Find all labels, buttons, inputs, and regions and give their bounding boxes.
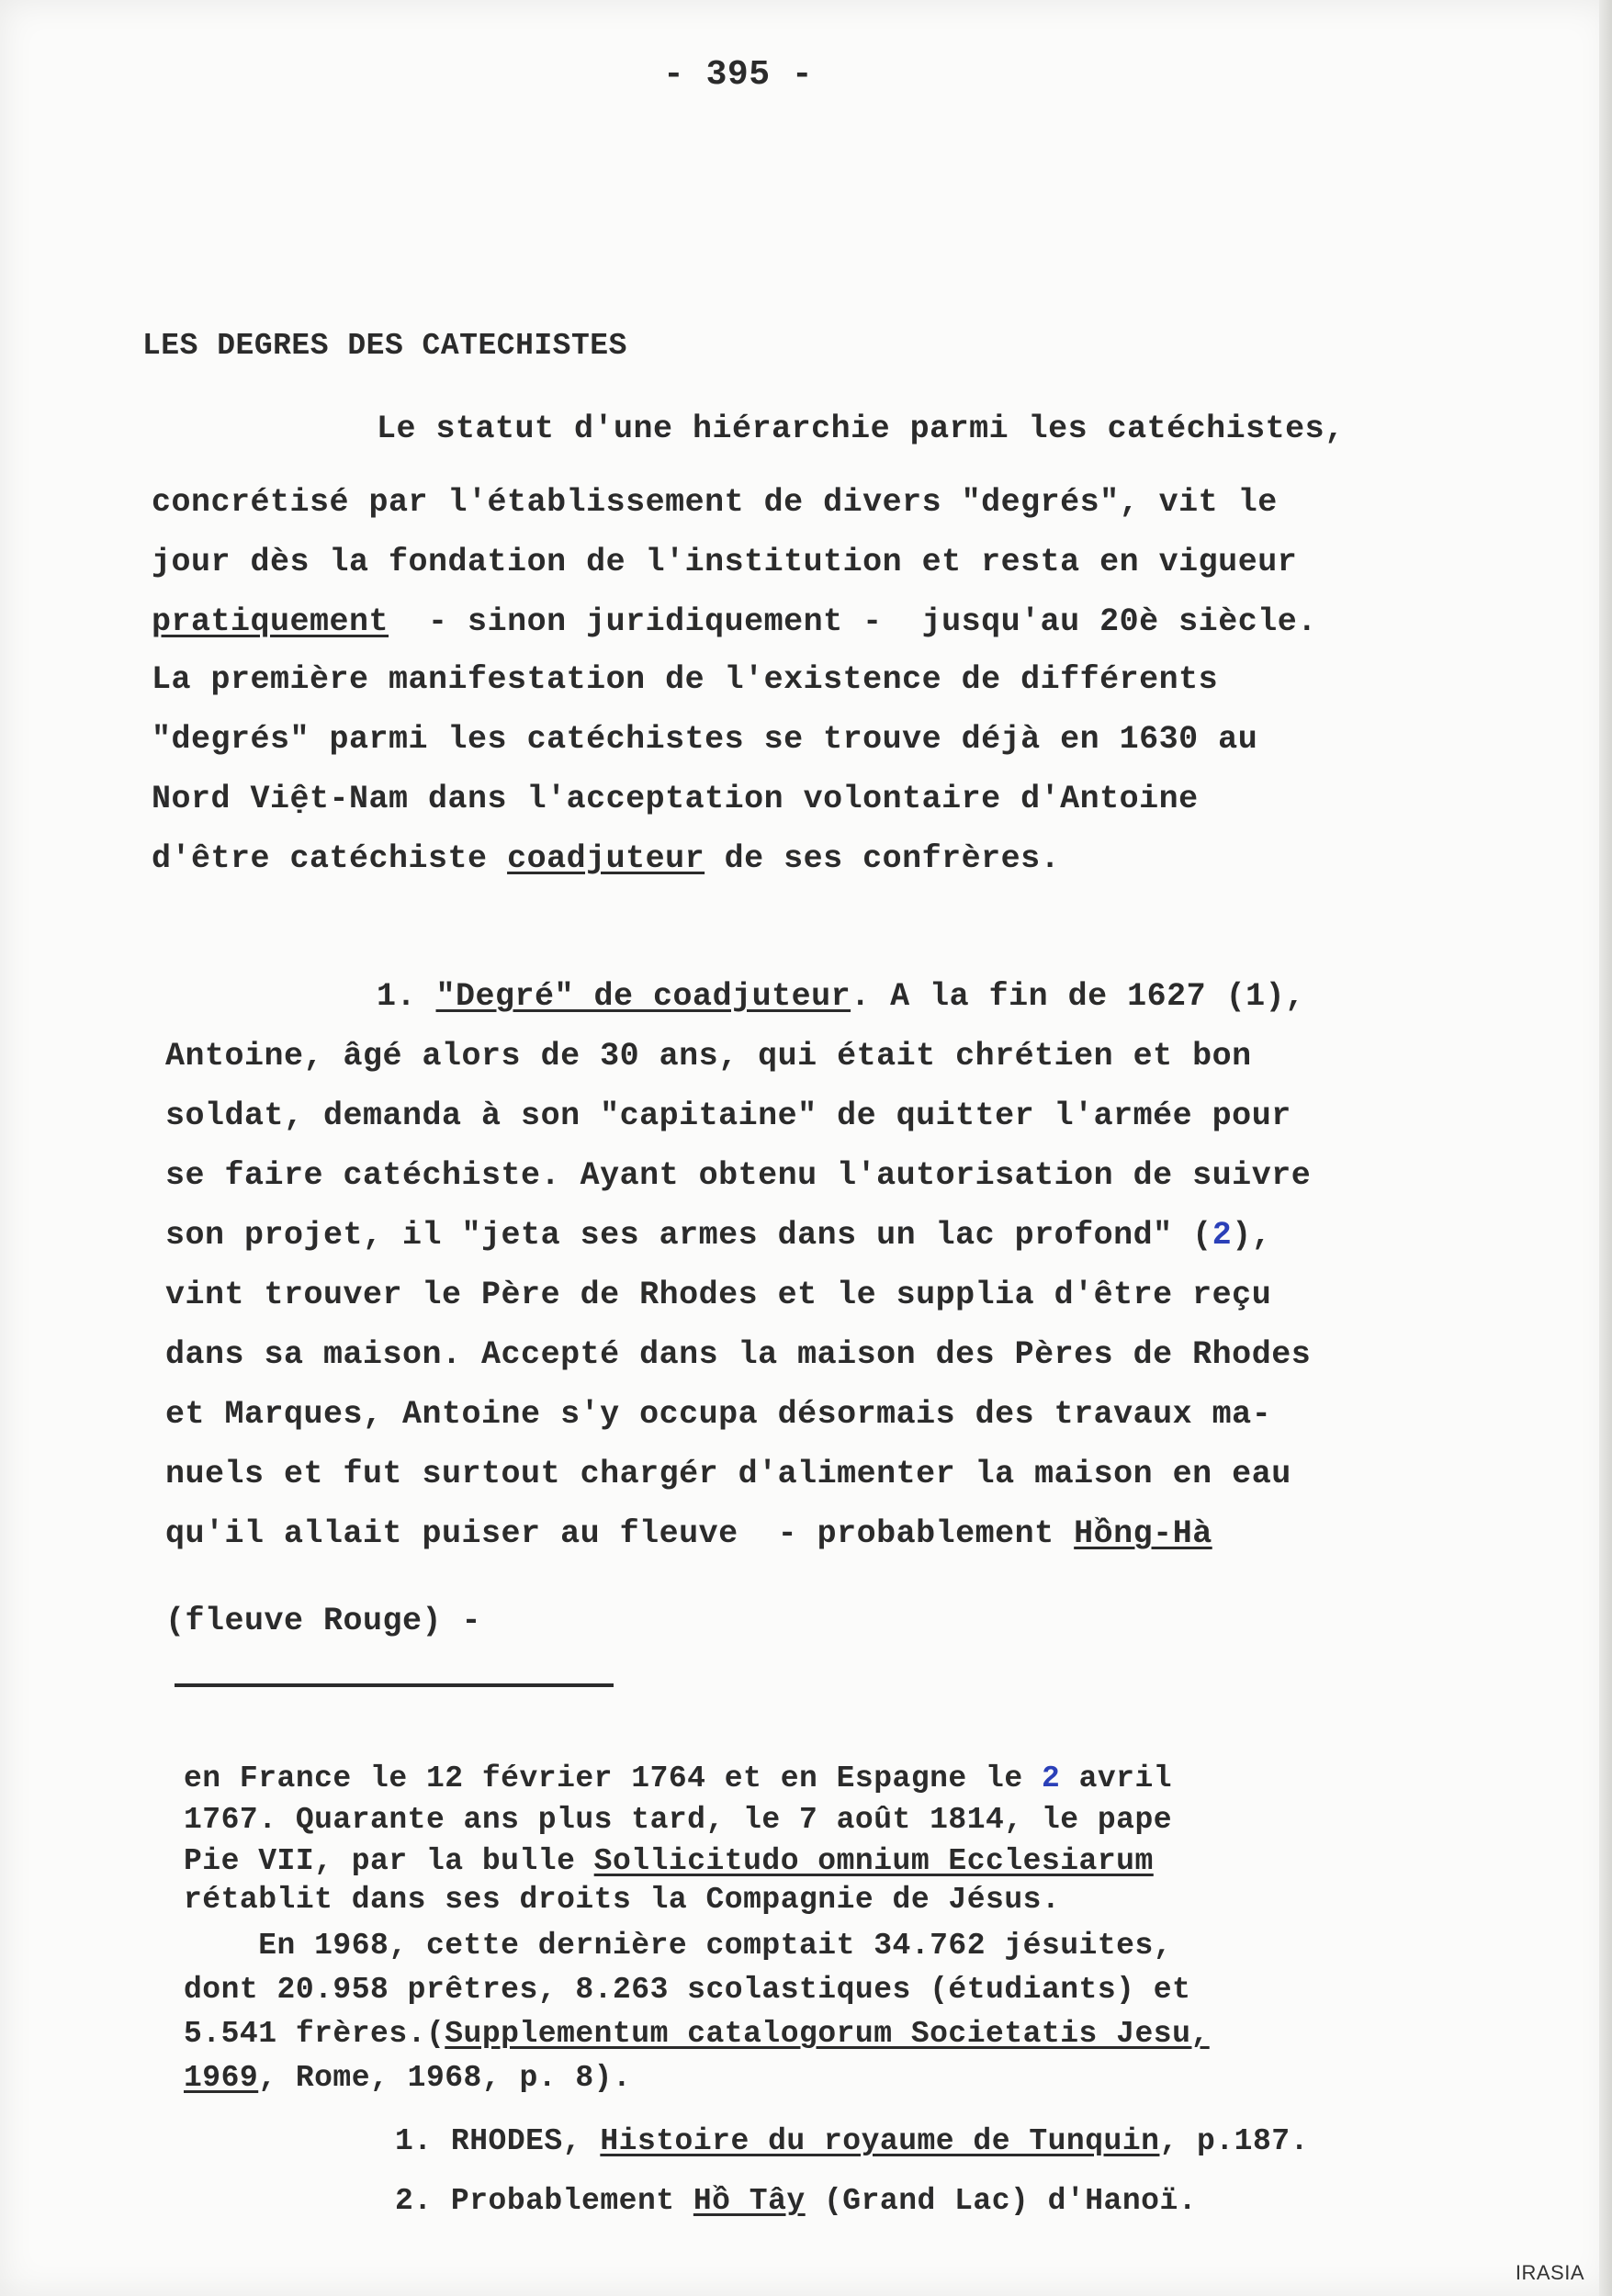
footnote-line — [184, 2061, 631, 2096]
text-line: concrétisé par l'établissement de divers "degrés", vit le — [152, 484, 1278, 521]
text-span: - sinon juridiquement - jusqu'au 20è siècle. — [389, 603, 1317, 640]
text-line: La première manifestation de l'existence de différents — [152, 661, 1219, 698]
text-line: soldat, demanda à son "capitaine" de quitter l'armée pour — [165, 1097, 1291, 1134]
text-line: "degrés" parmi les catéchistes se trouve déjà en 1630 au — [152, 721, 1258, 758]
text-span: , p.187. — [1159, 2124, 1309, 2158]
list-number: 1. — [377, 978, 436, 1015]
underlined-title: Sollicitudo omnium Ecclesiarum — [593, 1844, 1154, 1878]
underlined-term: pratiquement — [152, 603, 389, 640]
footnote-line — [184, 1761, 1172, 1796]
footnote-line — [184, 2017, 1210, 2052]
text-span: son projet, il "jeta ses armes dans un lac profond" ( — [165, 1217, 1212, 1254]
text-span: 2. Probablement — [395, 2184, 693, 2218]
text-span: (Grand Lac) d'Hanoï. — [805, 2184, 1198, 2218]
text-line: nuels et fut surtout chargér d'alimenter la maison en eau — [165, 1456, 1291, 1492]
text-span: de ses confrères. — [705, 840, 1061, 877]
text-span: d'être catéchiste — [152, 840, 508, 877]
underlined-term: Hồng-Hà — [1074, 1515, 1212, 1552]
footnote-ref: 2 — [1212, 1217, 1233, 1254]
page-number: - 395 - — [663, 55, 814, 95]
underlined-term: Hồ Tây — [693, 2184, 806, 2218]
source-watermark: IRASIA — [1515, 2261, 1584, 2284]
underlined-year: 1969 — [184, 2061, 259, 2095]
footnote-1 — [395, 2124, 1309, 2159]
text-line: se faire catéchiste. Ayant obtenu l'autorisation de suivre — [165, 1157, 1312, 1194]
text-line — [152, 602, 1317, 642]
text-span: Pie VII, par la bulle — [184, 1844, 594, 1878]
text-span: en France le 12 février 1764 et en Espagne le — [184, 1761, 1042, 1795]
text-line — [377, 976, 1305, 1017]
underlined-title: Supplementum catalogorum Societatis Jesu, — [445, 2017, 1210, 2051]
footnote-line: rétablit dans ses droits la Compagnie de Jésus. — [184, 1883, 1061, 1917]
text-line — [165, 1215, 1271, 1255]
footnote-line — [184, 1844, 1154, 1879]
text-span: qu'il allait puiser au fleuve - probablement — [165, 1515, 1075, 1552]
text-span: ), — [1232, 1217, 1272, 1254]
text-line: Le statut d'une hiérarchie parmi les catéchistes, — [377, 411, 1345, 447]
text-line — [152, 838, 1060, 879]
text-line — [165, 1514, 1212, 1554]
footnote-2 — [395, 2184, 1197, 2219]
footnote-line: dont 20.958 prêtres, 8.263 scolastiques (étudiants) et — [184, 1973, 1191, 2007]
text-line: jour dès la fondation de l'institution et resta en vigueur — [152, 544, 1298, 580]
text-span: 1. RHODES, — [395, 2124, 601, 2158]
scan-edge — [1599, 0, 1612, 2296]
text-line: vint trouver le Père de Rhodes et le supplia d'être reçu — [165, 1277, 1272, 1313]
text-line: et Marques, Antoine s'y occupa désormais des travaux ma- — [165, 1396, 1272, 1433]
text-span: . A la fin de 1627 (1), — [851, 978, 1305, 1015]
footnote-divider — [175, 1683, 614, 1687]
text-span: , Rome, 1968, p. 8). — [258, 2061, 632, 2095]
text-line: Antoine, âgé alors de 30 ans, qui était chrétien et bon — [165, 1038, 1252, 1075]
text-line: dans sa maison. Accepté dans la maison des Pères de Rhodes — [165, 1336, 1312, 1373]
text-line: (fleuve Rouge) - — [165, 1603, 482, 1639]
handwritten-correction: 2 — [1041, 1761, 1061, 1795]
text-span: avril — [1060, 1761, 1173, 1795]
section-heading: LES DEGRES DES CATECHISTES — [142, 329, 627, 363]
text-span: 5.541 frères.( — [184, 2017, 445, 2051]
subsection-title: "Degré" de coadjuteur — [435, 978, 851, 1015]
underlined-title: Histoire du royaume de Tunquin — [600, 2124, 1160, 2158]
text-line: Nord Việt-Nam dans l'acceptation volontaire d'Antoine — [152, 781, 1199, 817]
footnote-line: En 1968, cette dernière comptait 34.762 jésuites, — [184, 1929, 1173, 1963]
underlined-term: coadjuteur — [507, 840, 705, 877]
footnote-line: 1767. Quarante ans plus tard, le 7 août 1814, le pape — [184, 1803, 1173, 1837]
